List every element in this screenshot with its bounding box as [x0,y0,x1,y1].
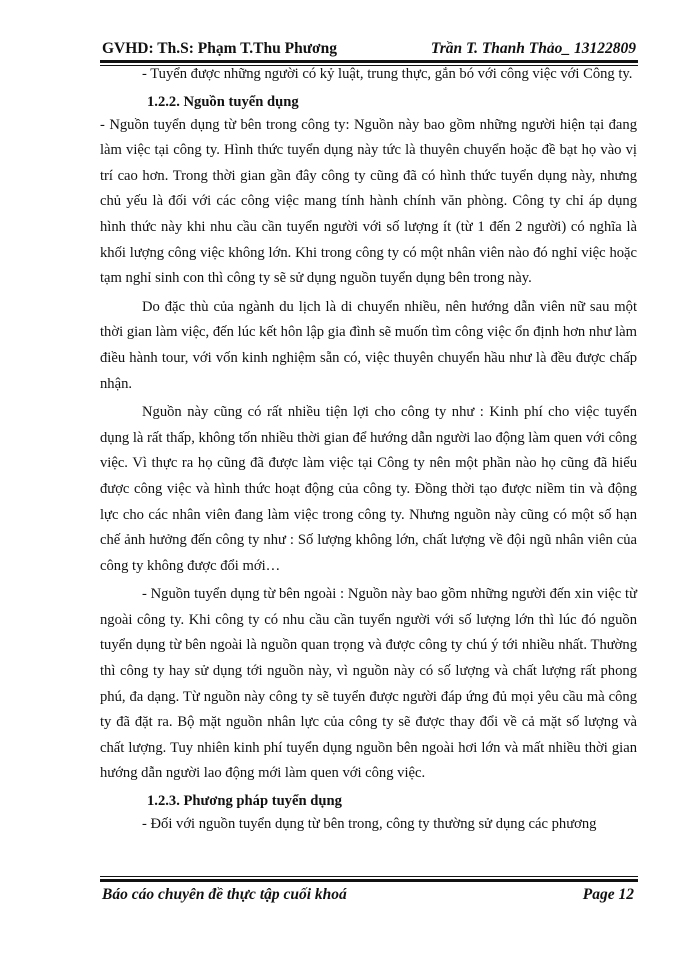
header-author: Trần T. Thanh Thảo_ 13122809 [430,40,636,57]
document-body [100,62,637,838]
footer-report-title: Báo cáo chuyên đề thực tập cuối khoá [102,886,347,903]
page-footer [100,886,638,910]
page-number: Page 12 [582,886,634,903]
paragraph: - Nguồn tuyển dụng từ bên trong công ty: Nguồn này bao gồm những người hiện tại đang làm việc tại công ty. Hình thức tuyển dụng này tức là thuyên chuyển hoặc đề bạt họ vào vị trí cao hơn. Trong thời gian gần đây công ty cũng đã có hình thức tuyển dụng này, nhưng chủ yếu là đối với các công việc mang tính hành chính văn phòng. Công ty chỉ áp dụng hình thức này khi nhu cầu cần tuyển người với số lượng ít (từ 1 đến 2 người) có nghĩa là khối lượng công việc không lớn. Khi trong công ty có một nhân viên nào đó nghỉ việc hoặc tạm nghỉ sinh con thì công ty sẽ sử dụng nguồn tuyển dụng bên trong này. [100,116,637,287]
footer-rule-thick [100,879,638,882]
section-heading-1-2-3: 1.2.3. Phương pháp tuyển dụng [147,793,342,810]
footer-rule-thin [100,876,638,877]
paragraph: - Tuyển được những người có kỷ luật, trung thực, gắn bó với công việc với Công ty. [142,66,633,82]
paragraph: - Nguồn tuyển dụng từ bên ngoài : Nguồn này bao gồm những người đến xin việc từ ngoài công ty. Khi công ty có nhu cầu cần tuyển người với số lượng lớn thì lúc đó nguồn tuyển dụng từ bên ngoài là nguồn quan trọng và được công ty chú ý tới nhiều nhất. Thường thì công ty hay sử dụng tới nguồn này, vì nguồn này có số lượng và chất lượng rất phong phú, đa dạng. Từ nguồn này công ty sẽ tuyển được người đáp ứng đủ mọi yêu cầu mà công ty đã đặt ra. Bộ mặt nguồn nhân lực của công ty sẽ được thay đổi về cả mặt số lượng và chất lượng. Tuy nhiên kinh phí tuyển dụng nguồn bên ngoài hơi lớn và mất nhiều thời gian hướng dẫn người lao động mới làm quen với công việc. [100,586,637,782]
paragraph: - Đối với nguồn tuyển dụng từ bên trong, công ty thường sử dụng các phương [142,816,597,833]
paragraph: Do đặc thù của ngành du lịch là di chuyển nhiều, nên hướng dẫn viên nữ sau một thời gian làm việc, đến lúc kết hôn lập gia đình sẽ muốn tìm công việc ổn định hơn như làm điều hành tour, với vốn kinh nghiệm sẵn có, việc thuyên chuyển hầu như là đều được chấp nhận. [100,298,637,392]
paragraph: Nguồn này cũng có rất nhiều tiện lợi cho công ty như : Kinh phí cho việc tuyển dụng là rất thấp, không tốn nhiều thời gian để hướng dẫn người lao động làm quen với công việc. Vì thực ra họ cũng đã được làm việc tại Công ty nên một phần nào họ cũng đã hiểu được công việc và hình thức hoạt động của công ty. Đồng thời tạo được niềm tin và động lực cho các nhân viên đang làm việc trong công ty. Nhưng nguồn này cũng có một số hạn chế ảnh hưởng đến công ty như : Số lượng không lớn, chất lượng về đội ngũ nhân viên của công ty không được đổi mới… [100,404,637,574]
header-supervisor: GVHD: Th.S: Phạm T.Thu Phương [102,40,337,57]
section-heading-1-2-2: 1.2.2. Nguồn tuyển dụng [147,93,299,110]
